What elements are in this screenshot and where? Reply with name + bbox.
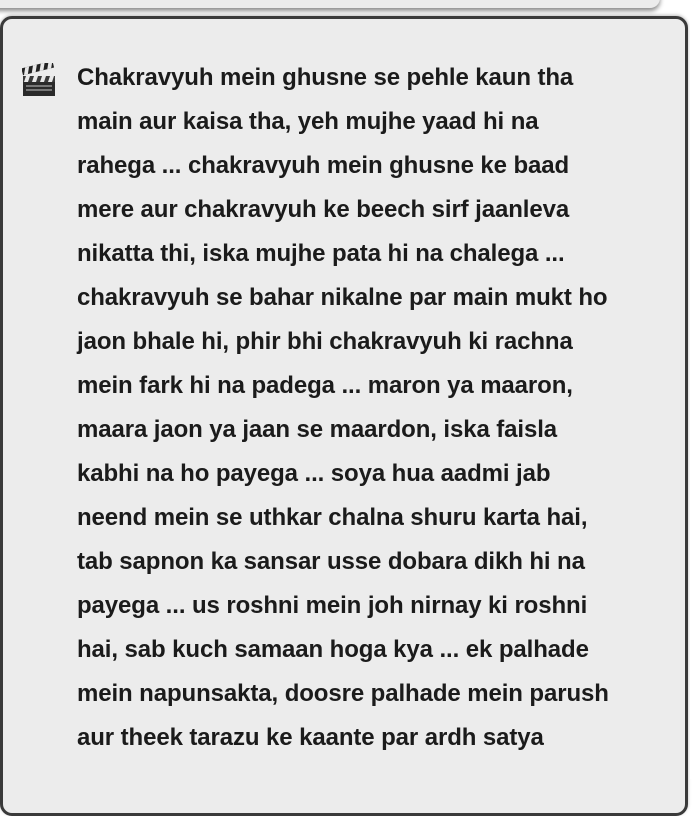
- post-text-line: nikatta thi, iska mujhe pata hi na chalega ...: [77, 240, 565, 267]
- post-text-line: payega ... us roshni mein joh nirnay ki roshni: [77, 592, 588, 619]
- post-text-line: Chakravyuh mein ghusne se pehle kaun tha: [77, 64, 574, 91]
- post-text-line: maara jaon ya jaan se maardon, iska faisla: [77, 416, 558, 443]
- post-text-line: chakravyuh se bahar nikalne par main mukt ho: [77, 284, 608, 311]
- post-text-line: main aur kaisa tha, yeh mujhe yaad hi na: [77, 108, 539, 135]
- post-text-line: hai, sab kuch samaan hoga kya ... ek palhade: [77, 636, 589, 663]
- post-text-line: kabhi na ho payega ... soya hua aadmi jab: [77, 460, 551, 487]
- post-text-line: aur theek tarazu ke kaante par ardh satya: [77, 724, 544, 751]
- post-text-line: mein fark hi na padega ... maron ya maaron,: [77, 372, 573, 399]
- previous-post-card: [0, 0, 660, 8]
- post-text-line: jaon bhale hi, phir bhi chakravyuh ki rachna: [77, 328, 573, 355]
- post-text-line: mere aur chakravyuh ke beech sirf jaanleva: [77, 196, 570, 223]
- post-text-line: neend mein se uthkar chalna shuru karta hai,: [77, 504, 588, 531]
- post-text-line: rahega ... chakravyuh mein ghusne ke baad: [77, 152, 570, 179]
- post-text-line: tab sapnon ka sansar usse dobara dikh hi na: [77, 548, 585, 575]
- post-text-line: mein napunsakta, doosre palhade mein parush: [77, 680, 609, 707]
- post-text: [77, 56, 657, 760]
- clapperboard-icon: [22, 63, 56, 97]
- page-edge: [690, 18, 700, 779]
